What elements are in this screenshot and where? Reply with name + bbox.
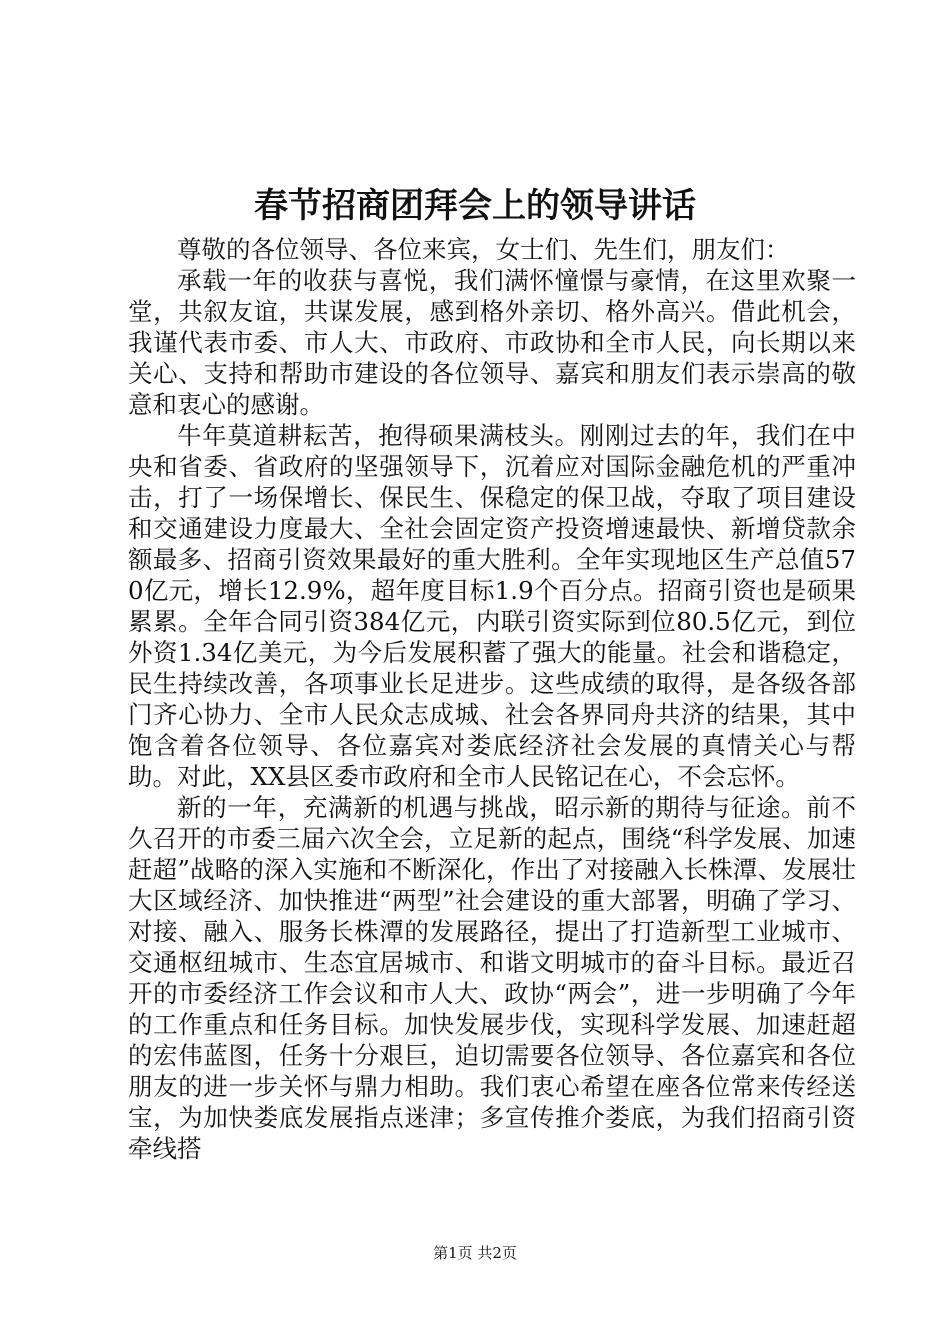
body-paragraph: 牛年莫道耕耘苦，抱得硕果满枝头。刚刚过去的年，我们在中央和省委、省政府的坚强领导下，沉着应对国际金融危机的严重冲击，打了一场保增长、保民生、保稳定的保卫战，夺取了项目建设和交通建设力度最大、全社会固定资产投资增速最快、新增贷款余额最多、招商引资效果最好的重大胜利。全年实现地区生产总值570亿元，增长12.9%，超年度目标1.9个百分点。招商引资也是硕果累累。全年合同引资384亿元，内联引资实际到位80.5亿元，到位外资1.34亿美元，为今后发展积蓄了强大的能量。社会和谐稳定，民生持续改善，各项事业长足进步。这些成绩的取得，是各级各部门齐心协力、全市人民众志成城、社会各界同舟共济的结果，其中饱含着各位领导、各位嘉宾对娄底经济社会发展的真情关心与帮助。对此，XX县区委市政府和全市人民铭记在心，不会忘怀。 [128,421,856,791]
page-number-footer: 第1页 共2页 [433,1244,517,1262]
document-body [128,234,856,1164]
body-paragraph: 新的一年，充满新的机遇与挑战，昭示新的期待与征途。前不久召开的市委三届六次全会，立足新的起点，围绕“科学发展、加速赶超”战略的深入实施和不断深化，作出了对接融入长株潭、发展壮大区域经济、加快推进“两型”社会建设的重大部署，明确了学习、对接、融入、服务长株潭的发展路径，提出了打造新型工业城市、交通枢纽城市、生态宜居城市、和谐文明城市的奋斗目标。最近召开的市委经济工作会议和市人大、政协“两会”，进一步明确了今年的工作重点和任务目标。加快发展步伐，实现科学发展、加速赶超的宏伟蓝图，任务十分艰巨，迫切需要各位领导、各位嘉宾和各位朋友的进一步关怀与鼎力相助。我们衷心希望在座各位常来传经送宝，为加快娄底发展指点迷津；多宣传推介娄底，为我们招商引资牵线搭 [128,793,856,1163]
document-title: 春节招商团拜会上的领导讲话 [254,186,696,226]
salutation-paragraph: 尊敬的各位领导、各位来宾，女士们、先生们，朋友们： [177,235,790,264]
body-paragraph: 承载一年的收获与喜悦，我们满怀憧憬与豪情，在这里欢聚一堂，共叙友谊，共谋发展，感到格外亲切、格外高兴。借此机会，我谨代表市委、市人大、市政府、市政协和全市人民，向长期以来关心、支持和帮助市建设的各位领导、嘉宾和朋友们表示崇高的敬意和衷心的感谢。 [128,266,856,419]
